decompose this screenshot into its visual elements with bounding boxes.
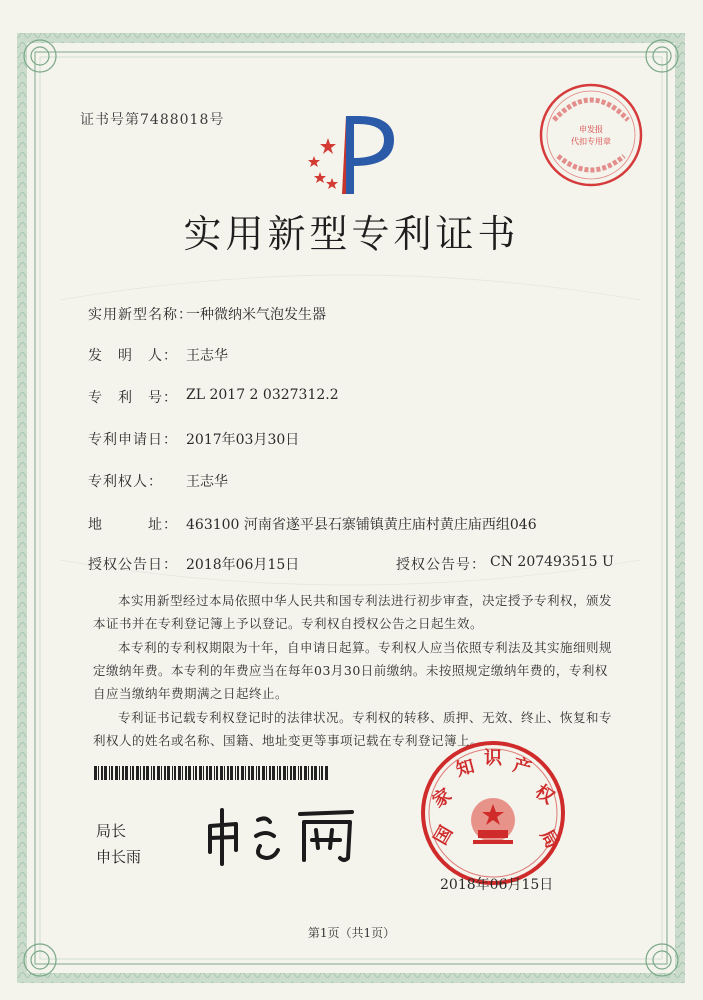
- field-label-patent-no: 专 利 号：: [88, 390, 178, 406]
- svg-text:产: 产: [510, 754, 534, 780]
- field-value-patent-no: ZL 2017 2 0327312.2: [186, 387, 339, 403]
- paragraph-line: 本实用新型经过本局依照中华人民共和国专利法进行初步审查，决定授予专利权，颁发: [118, 593, 613, 608]
- svg-text:识: 识: [484, 748, 502, 769]
- paragraph-line: 利权人的姓名或名称、国籍、地址变更等事项记载在专利登记簿上。: [93, 733, 484, 748]
- paragraph-line: 专利证书记载专利权登记时的法律状况。专利权的转移、质押、无效、终止、恢复和专: [118, 710, 613, 725]
- svg-text:家: 家: [428, 784, 456, 813]
- agency-stamp-icon: [536, 80, 646, 190]
- field-label-patentee: 专利权人：: [88, 474, 163, 490]
- announcement-no-value: CN 207493515 U: [490, 554, 614, 570]
- paragraph-line: 自应当缴纳年费期满之日起终止。: [93, 686, 289, 701]
- field-value-name: 一种微纳米气泡发生器: [186, 307, 326, 323]
- official-seal-icon: [418, 738, 568, 888]
- svg-text:知: 知: [453, 755, 477, 781]
- page-footer: 第1页（共1页）: [307, 926, 396, 940]
- handwritten-signature: [200, 800, 370, 870]
- cnipa-logo-icon: [298, 110, 408, 195]
- paragraph-line: 本专利的专利权期限为十年，自申请日起算。专利权人应当依照专利法及其实施细则规: [118, 640, 613, 655]
- field-label-grant-date: 授权公告日：: [88, 557, 178, 573]
- field-value-address: 463100 河南省遂平县石寨铺镇黄庄庙村黄庄庙西组046: [186, 517, 537, 533]
- svg-text:局: 局: [535, 826, 563, 853]
- field-value-grant-date: 2018年06月15日: [186, 557, 300, 573]
- svg-text:权: 权: [531, 780, 558, 809]
- field-label-address: 地 址：: [88, 517, 178, 533]
- field-value-patentee: 王志华: [186, 474, 228, 490]
- field-value-filing-date: 2017年03月30日: [186, 432, 300, 448]
- svg-text:国: 国: [430, 822, 458, 849]
- field-label-name: 实用新型名称：: [88, 307, 193, 323]
- barcode: [94, 766, 330, 780]
- paragraph-line: 定缴纳年费。本专利的年费应当在每年03月30日前缴纳。未按照规定缴纳年费的，专利权: [93, 663, 608, 678]
- field-label-filing-date: 专利申请日：: [88, 432, 178, 448]
- signature-name: 申长雨: [96, 848, 142, 866]
- field-label-inventor: 发 明 人：: [88, 348, 178, 364]
- field-value-inventor: 王志华: [186, 348, 228, 364]
- stamp-date: 2018年06月15日: [440, 877, 554, 893]
- announcement-no-label: 授权公告号：: [396, 557, 486, 573]
- certificate-title: 实用新型专利证书: [183, 212, 520, 256]
- svg-text:申发报: 申发报: [579, 125, 603, 134]
- certificate-number: 证书号第7488018号: [80, 112, 225, 128]
- paragraph-line: 本证书并在专利登记簿上予以登记。专利权自授权公告之日起生效。: [93, 616, 484, 631]
- signature-role: 局长: [96, 822, 127, 840]
- svg-text:代扣专用章: 代扣专用章: [571, 137, 611, 146]
